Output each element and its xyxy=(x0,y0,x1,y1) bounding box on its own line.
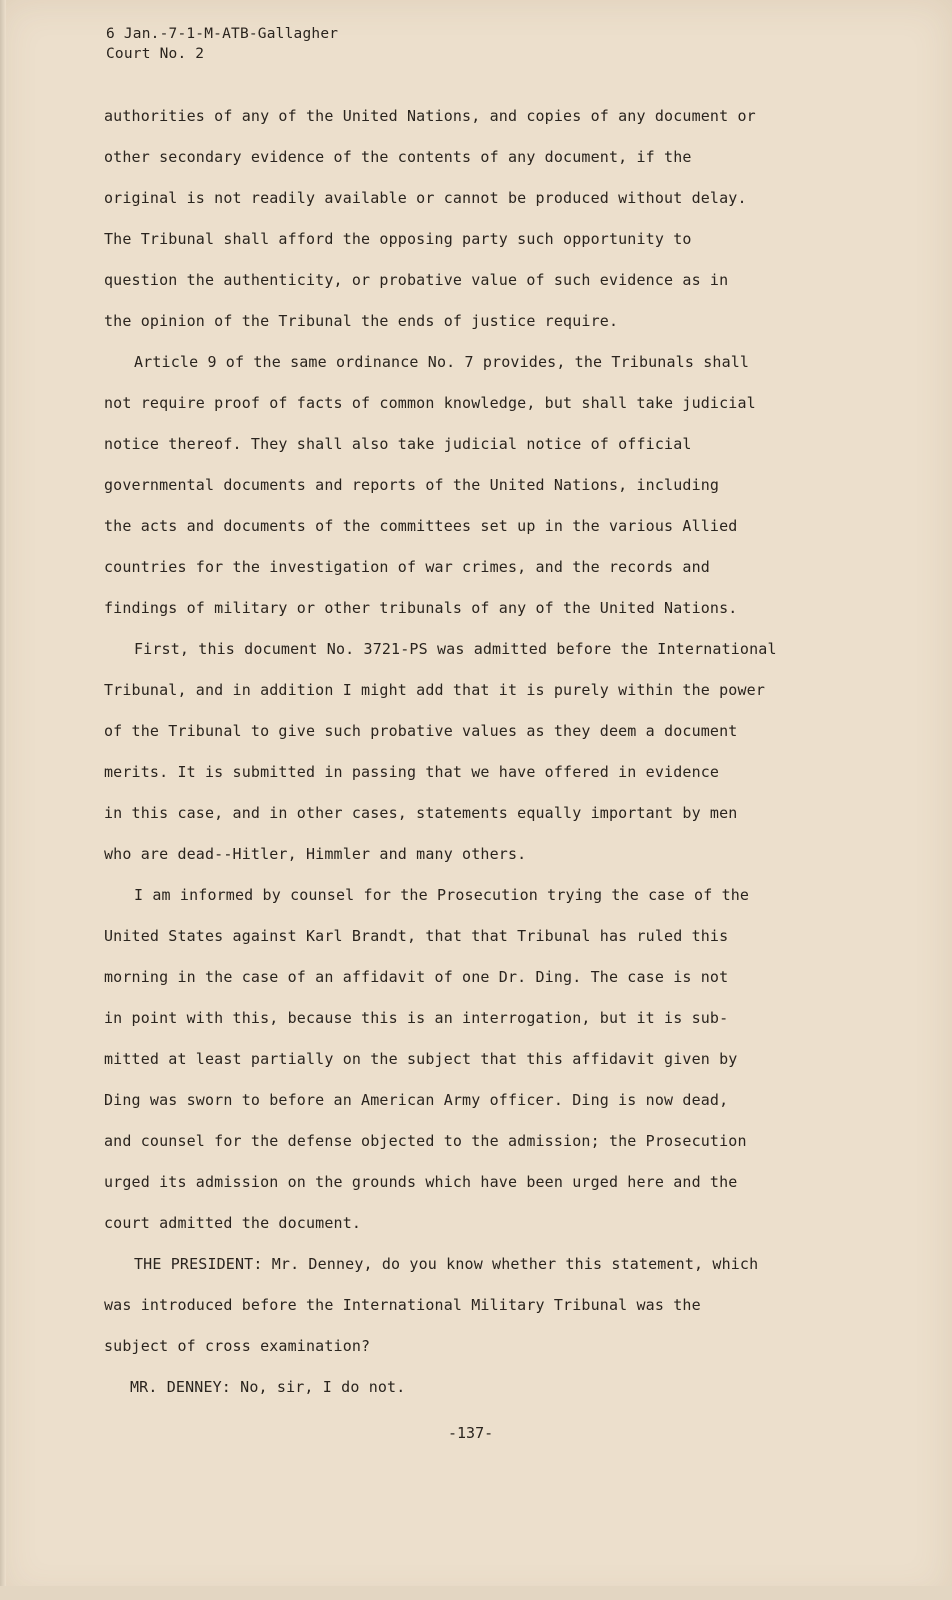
page-bottom-edge xyxy=(0,1586,952,1600)
text-line: and counsel for the defense objected to the admission; the Prosecution xyxy=(104,1132,747,1150)
page-number: -137- xyxy=(448,1424,494,1442)
text-line: findings of military or other tribunals of any of the United Nations. xyxy=(104,599,738,617)
text-line: in this case, and in other cases, statements equally important by men xyxy=(104,804,738,822)
text-line: United States against Karl Brandt, that that Tribunal has ruled this xyxy=(104,927,729,945)
text-line: in point with this, because this is an interrogation, but it is sub- xyxy=(104,1009,729,1027)
text-line: subject of cross examination? xyxy=(104,1337,371,1355)
text-line: the opinion of the Tribunal the ends of justice require. xyxy=(104,312,619,330)
text-line: merits. It is submitted in passing that we have offered in evidence xyxy=(104,763,720,781)
text-line: was introduced before the International Military Tribunal was the xyxy=(104,1296,701,1314)
text-line: the acts and documents of the committees set up in the various Allied xyxy=(104,517,738,535)
text-line: Tribunal, and in addition I might add that it is purely within the power xyxy=(104,681,766,699)
transcript-body xyxy=(104,104,864,1416)
text-line: MR. DENNEY: No, sir, I do not. xyxy=(130,1378,406,1396)
text-line: I am informed by counsel for the Prosecution trying the case of the xyxy=(134,886,750,904)
text-line: court admitted the document. xyxy=(104,1214,362,1232)
text-line: The Tribunal shall afford the opposing party such opportunity to xyxy=(104,230,692,248)
page-header xyxy=(106,24,338,64)
page-edge xyxy=(0,0,6,1600)
text-line: who are dead--Hitler, Himmler and many others. xyxy=(104,845,527,863)
text-line: morning in the case of an affidavit of one Dr. Ding. The case is not xyxy=(104,968,729,986)
text-line: authorities of any of the United Nations, and copies of any document or xyxy=(104,107,756,125)
text-line: Ding was sworn to before an American Army officer. Ding is now dead, xyxy=(104,1091,729,1109)
text-line: THE PRESIDENT: Mr. Denney, do you know whether this statement, which xyxy=(134,1255,759,1273)
text-line: Article 9 of the same ordinance No. 7 provides, the Tribunals shall xyxy=(134,353,750,371)
header-line-1: 6 Jan.-7-1-M-ATB-Gallagher xyxy=(106,26,339,42)
text-line: not require proof of facts of common knowledge, but shall take judicial xyxy=(104,394,756,412)
text-line: notice thereof. They shall also take judicial notice of official xyxy=(104,435,692,453)
text-line: governmental documents and reports of the United Nations, including xyxy=(104,476,720,494)
text-line: of the Tribunal to give such probative values as they deem a document xyxy=(104,722,738,740)
text-line: mitted at least partially on the subject that this affidavit given by xyxy=(104,1050,738,1068)
text-line: First, this document No. 3721-PS was admitted before the International xyxy=(134,640,777,658)
header-line-2: Court No. 2 xyxy=(106,46,205,62)
text-line: urged its admission on the grounds which have been urged here and the xyxy=(104,1173,738,1191)
text-line: original is not readily available or cannot be produced without delay. xyxy=(104,189,747,207)
text-line: other secondary evidence of the contents of any document, if the xyxy=(104,148,692,166)
text-line: question the authenticity, or probative value of such evidence as in xyxy=(104,271,729,289)
text-line: countries for the investigation of war crimes, and the records and xyxy=(104,558,710,576)
